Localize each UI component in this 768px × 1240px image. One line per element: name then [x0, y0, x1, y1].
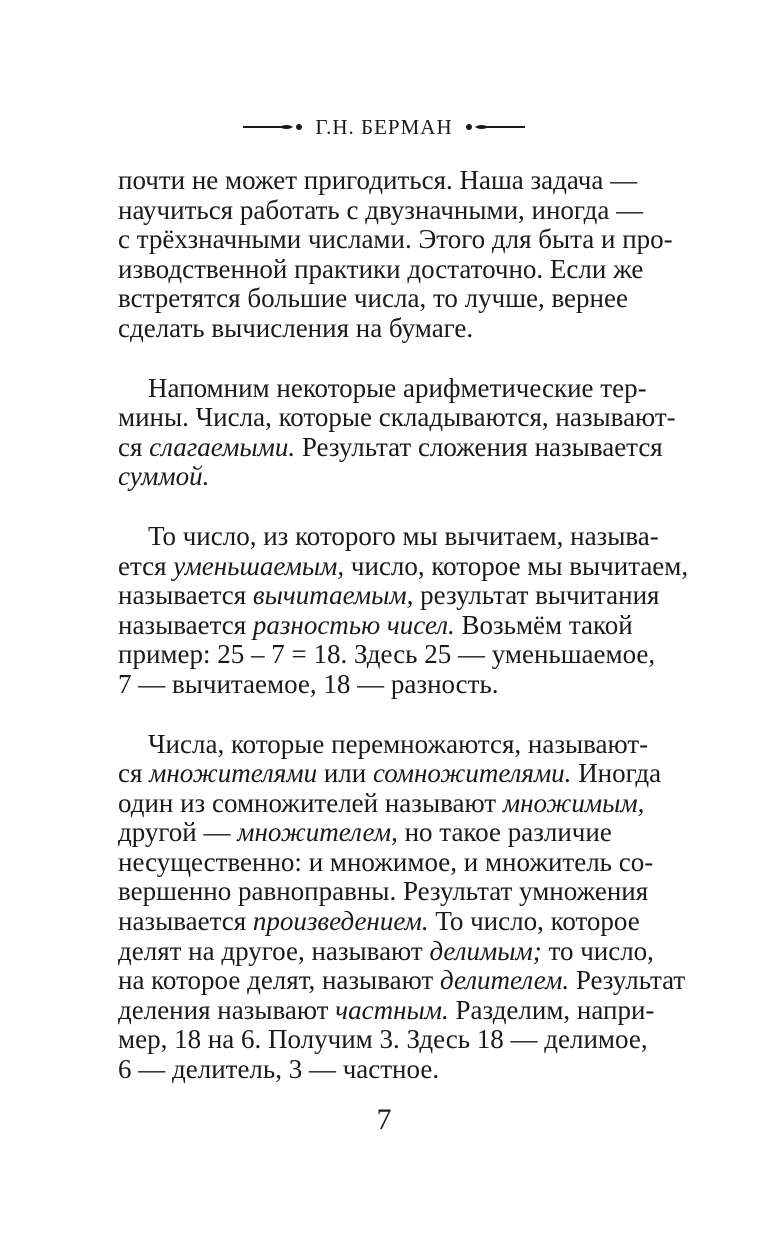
text-run: деления называют	[118, 994, 336, 1025]
text-line	[118, 609, 633, 641]
right-ornament-icon	[463, 122, 525, 132]
text-run: Напомним некоторые арифметические тер-	[148, 372, 647, 403]
text-run: вершенно равноправны. Результат умножения	[118, 876, 649, 907]
text-run: То число, из которого мы вычитаем, называ-	[148, 520, 659, 551]
italic-term: сомножителями.	[372, 758, 572, 789]
page-number: 7	[376, 1103, 392, 1136]
text-run: ся	[118, 431, 150, 462]
text-line	[118, 165, 638, 196]
paragraph-gap	[118, 492, 606, 522]
text-line	[118, 402, 676, 433]
italic-term: суммой.	[118, 461, 210, 492]
italic-term: множителями	[149, 758, 318, 789]
text-run: то число,	[541, 935, 654, 966]
text-line	[118, 372, 647, 404]
italic-term: множимым,	[502, 787, 645, 818]
text-run: пример: 25 – 7 = 18. Здесь 25 — уменьшаемое,	[118, 639, 656, 670]
text-run: То число, которое	[428, 906, 640, 937]
text-run: мер, 18 на 6. Получим 3. Здесь 18 — делимое,	[118, 1024, 648, 1055]
text-run: или	[317, 758, 373, 789]
italic-term: слагаемыми.	[149, 431, 296, 462]
text-run: делят на другое, называют	[118, 935, 430, 966]
text-run: мины. Числа, которые складываются, называют-	[118, 402, 676, 433]
text-line	[118, 728, 649, 760]
italic-term: уменьшаемым,	[173, 550, 345, 581]
text-line	[118, 639, 656, 670]
text-run: один из сомножителей называют	[118, 787, 503, 818]
running-header	[0, 112, 768, 142]
text-run: изводственной практики достаточно. Если же	[118, 253, 644, 284]
text-line	[118, 550, 689, 582]
text-run: но такое различие	[397, 817, 612, 848]
text-line	[118, 670, 606, 700]
text-run: встретятся большие числа, то лучше, вернее	[118, 283, 628, 314]
text-line	[118, 580, 660, 611]
text-run: результат вычитания	[413, 580, 660, 611]
text-line	[118, 520, 659, 552]
text-line	[118, 787, 645, 819]
text-run: ется	[118, 550, 174, 581]
italic-term: произведением.	[252, 906, 429, 937]
italic-term: частным.	[335, 994, 449, 1025]
text-line	[118, 846, 654, 878]
italic-term: множителем,	[237, 817, 398, 848]
text-run: с трёхзначными числами. Этого для быта и про-	[118, 224, 673, 255]
text-line	[118, 1055, 606, 1085]
text-line	[118, 283, 628, 314]
text-run: почти не может пригодиться. Наша задача —	[118, 165, 638, 195]
paragraph	[118, 165, 673, 344]
text-run: сделать вычисления на бумаге.	[118, 312, 474, 343]
text-run: 6 — делитель, 3 — частное.	[118, 1054, 440, 1085]
text-line	[118, 906, 640, 937]
text-line	[118, 994, 655, 1026]
text-run: другой —	[118, 817, 238, 848]
italic-term: разностью чисел.	[252, 609, 455, 640]
text-run: Разделим, напри-	[448, 994, 655, 1025]
italic-term: делимым;	[429, 935, 542, 966]
paragraph-gap	[118, 700, 606, 730]
text-run: Возьмём такой	[454, 609, 633, 640]
text-line	[118, 462, 606, 492]
text-line	[118, 876, 649, 907]
text-line	[118, 314, 606, 344]
text-line	[118, 758, 662, 789]
text-run: научиться работать с двузначными, иногда —	[118, 194, 644, 225]
text-line	[118, 194, 644, 226]
body-text	[118, 165, 689, 1085]
text-run: 7 — вычитаемое, 18 — разность.	[118, 668, 499, 699]
paragraph	[118, 520, 689, 700]
text-run: несущественно: и множимое, и множитель со-	[118, 846, 654, 877]
text-line	[118, 935, 654, 967]
text-run: на которое делят, называют	[118, 965, 440, 996]
text-run: Иногда	[571, 758, 662, 789]
italic-term: делителем.	[439, 965, 570, 996]
text-run: Числа, которые перемножаются, называют-	[148, 728, 649, 759]
text-run: называется	[118, 609, 253, 640]
text-line	[118, 965, 686, 996]
text-line	[118, 224, 673, 255]
author-name: Г.Н. БЕРМАН	[315, 114, 453, 139]
text-run: число, которое мы вычитаем,	[344, 550, 689, 581]
paragraph	[118, 728, 686, 1085]
text-run: называется	[118, 580, 253, 611]
text-run: Результат сложения называется	[295, 431, 663, 462]
left-ornament-icon	[243, 122, 305, 132]
text-line	[118, 431, 663, 463]
text-run: Результат	[569, 965, 686, 996]
text-line	[118, 1024, 648, 1055]
italic-term: вычитаемым,	[252, 580, 414, 611]
text-line	[118, 253, 644, 285]
text-run: называется	[118, 906, 253, 937]
text-run: ся	[118, 758, 150, 789]
paragraph-gap	[118, 344, 606, 374]
paragraph	[118, 372, 676, 492]
text-line	[118, 817, 612, 848]
